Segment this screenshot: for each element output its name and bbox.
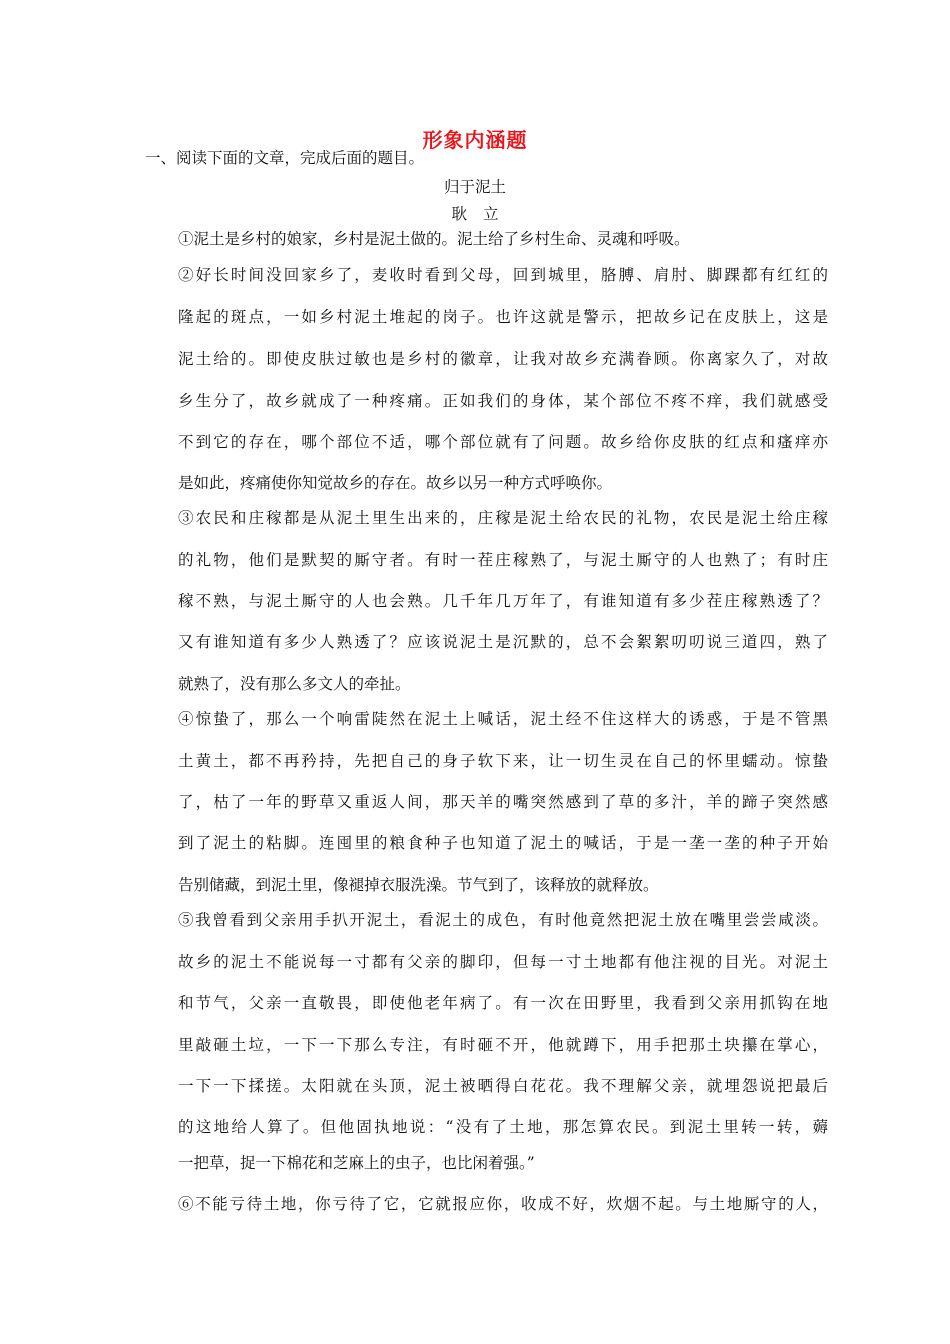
article-line: 了，枯了一年的野草又重返人间，那天羊的嘴突然感到了草的多汁，羊的蹄子突然感 xyxy=(178,793,828,811)
article-line: 又有谁知道有多少人熟透了？应该说泥土是沉默的，总不会絮絮叨叨说三道四，熟了 xyxy=(178,633,828,651)
article-line: ④惊蛰了，那么一个响雷陡然在泥土上喊话，泥土经不住这样大的诱惑，于是不管黑 xyxy=(178,710,828,728)
article-line: 一下一下揉搓。太阳就在头顶，泥土被晒得白花花。我不理解父亲，就埋怨说把最后 xyxy=(178,1077,828,1095)
article-line: 土黄土，都不再矜持，先把自己的身子软下来，让一切生灵在自己的怀里蠕动。惊蛰 xyxy=(178,752,828,770)
article-line: ③农民和庄稼都是从泥土里生出来的，庄稼是泥土给农民的礼物，农民是泥土给庄稼 xyxy=(178,509,828,527)
article-line: 一把草，捉一下棉花和芝麻上的虫子，也比闲着强。” xyxy=(178,1154,535,1172)
article-line: 告别储藏，到泥土里，像褪掉衣服洗澡。节气到了，该释放的就释放。 xyxy=(178,876,659,894)
article-line: 泥土给的。即使皮肤过敏也是乡村的徽章，让我对故乡充满眷顾。你离家久了，对故 xyxy=(178,350,828,368)
document-title: 形象内涵题 xyxy=(422,128,528,152)
article-line: 就熟了，没有那么多文人的牵扯。 xyxy=(178,675,411,693)
article-line: 不到它的存在，哪个部位不适，哪个部位就有了问题。故乡给你皮肤的红点和瘙痒亦 xyxy=(178,433,828,451)
article-line: 的礼物，他们是默契的厮守者。有时一茬庄稼熟了，与泥土厮守的人也熟了；有时庄 xyxy=(178,551,828,569)
article-author: 耿立 xyxy=(451,205,515,223)
article-line: ②好长时间没回家乡了，麦收时看到父母，回到城里，胳膊、肩肘、脚踝都有红红的 xyxy=(178,266,828,284)
article-line: 乡生分了，故乡就成了一种疼痛。正如我们的身体，某个部位不疼不痒，我们就感受 xyxy=(178,392,828,410)
article-line: 是如此，疼痛使你知觉故乡的存在。故乡以另一种方式呼唤你。 xyxy=(178,474,613,492)
article-line: 隆起的斑点，一如乡村泥土堆起的岗子。也许这就是警示，把故乡记在皮肤上，这是 xyxy=(178,308,828,326)
article-line: ⑥不能亏待土地，你亏待了它，它就报应你，收成不好，炊烟不起。与土地厮守的人， xyxy=(178,1195,828,1213)
article-line: 稼不熟，与泥土厮守的人也会熟。几千年几万年了，有谁知道有多少茬庄稼熟透了？ xyxy=(178,592,828,610)
article-line: 的这地给人算了。但他固执地说：“没有了土地，那怎算农民。到泥土里转一转，薅 xyxy=(178,1118,828,1136)
article-line: 里敲砸土垃，一下一下那么专注，有时砸不开，他就蹲下，用手把那土块攥在掌心， xyxy=(178,1036,828,1054)
article-title: 归于泥土 xyxy=(443,178,506,196)
article-line: 故乡的泥土不能说每一寸都有父亲的脚印，但每一寸土地都有他注视的目光。对泥土 xyxy=(178,953,828,971)
article-line: 到了泥土的粘脚。连囤里的粮食种子也知道了泥土的喊话，于是一垄一垄的种子开始 xyxy=(178,834,828,852)
article-line: ⑤我曾看到父亲用手扒开泥土，看泥土的成色，有时他竟然把泥土放在嘴里尝尝咸淡。 xyxy=(178,911,828,929)
article-line: ①泥土是乡村的娘家，乡村是泥土做的。泥土给了乡村生命、灵魂和呼吸。 xyxy=(178,230,690,248)
question-instruction: 一、阅读下面的文章，完成后面的题目。 xyxy=(145,149,425,167)
article-line: 和节气，父亲一直敬畏，即使他老年病了。有一次在田野里，我看到父亲用抓钩在地 xyxy=(178,994,828,1012)
